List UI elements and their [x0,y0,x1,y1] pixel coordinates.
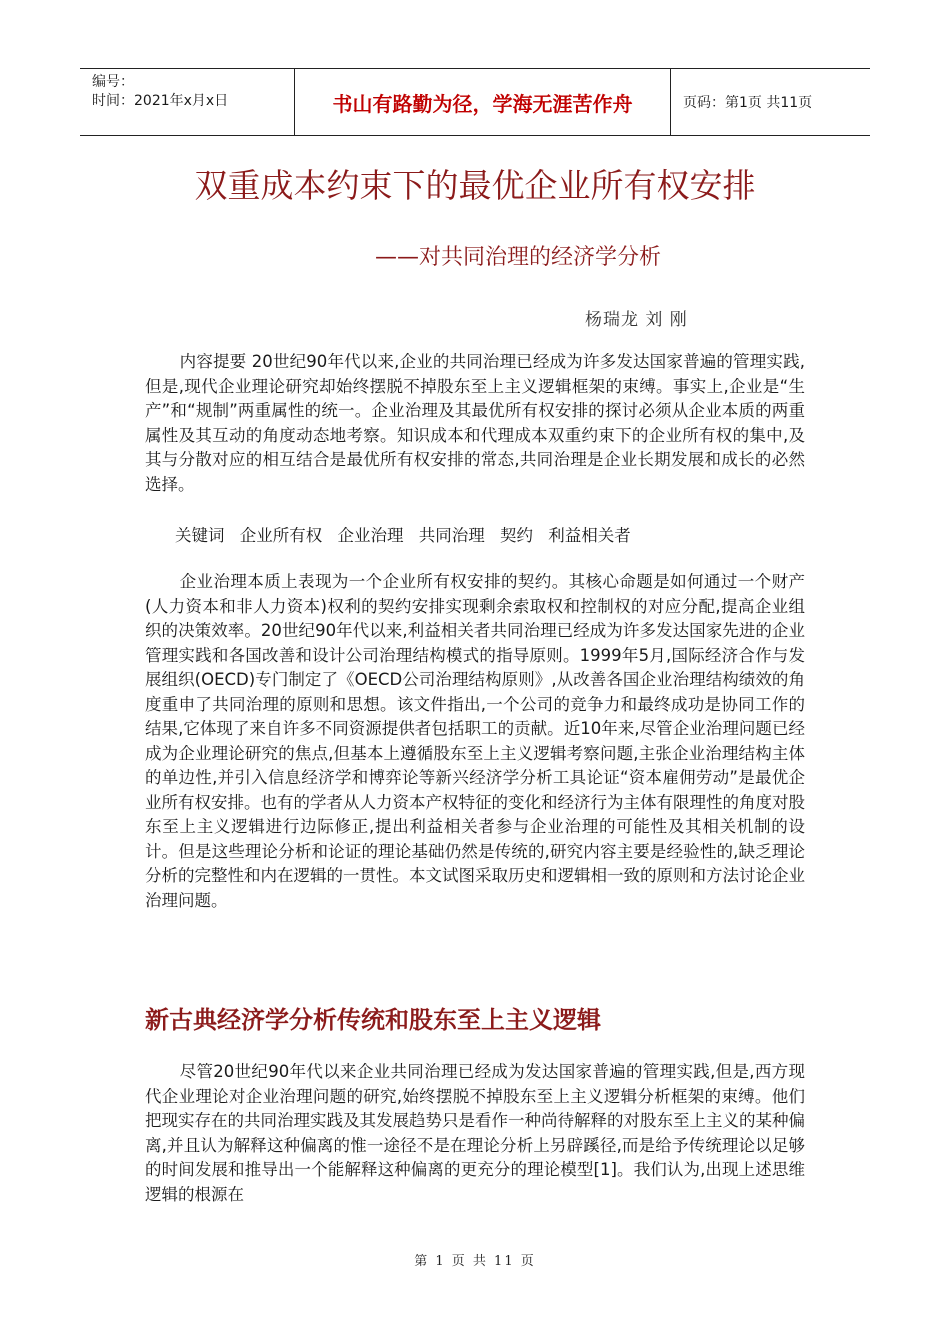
document-title: 双重成本约束下的最优企业所有权安排 [194,166,756,205]
header-page-info: 页码：第1页 共11页 [683,95,813,111]
page-header [80,68,870,136]
authors: 杨瑞龙 刘 刚 [585,310,688,330]
time-label: 时间：2021年x月x日 [92,93,229,109]
keywords: 关键词 企业所有权 企业治理 共同治理 契约 利益相关者 [175,526,631,545]
section-heading: 新古典经济学分析传统和股东至上主义逻辑 [145,1006,601,1034]
header-motto: 书山有路勤为径，学海无涯苦作舟 [295,69,671,135]
body-paragraph-2: 尽管20世纪90年代以来企业共同治理已经成为发达国家普遍的管理实践,但是,西方现代企业理论对企业治理问题的研究,始终摆脱不掉股东至上主义逻辑分析框架的束缚。他们把现实存在的共同治理实践及其发展趋势只是看作一种尚待解释的对股东至上主义的某种偏离,并且认为解释这种偏离的惟一途径不是在理论分析上另辟蹊径,而是给予传统理论以足够的时间发展和推导出一个能解释这种偏离的更充分的理论模型[1]。我们认为,出现上述思维逻辑的根源在 [145,1062,805,1204]
page-footer: 第 1 页 共 11 页 [414,1254,536,1269]
abstract-paragraph: 内容提要 20世纪90年代以来,企业的共同治理已经成为许多发达国家普遍的管理实践,但是,现代企业理论研究却始终摆脱不掉股东至上主义逻辑框架的束缚。事实上,企业是“生产”和“规制”两重属性的统一。企业治理及其最优所有权安排的探讨必须从企业本质的两重属性及其互动的角度动态地考察。知识成本和代理成本双重约束下的企业所有权的集中,及其与分散对应的相互结合是最优所有权安排的常态,共同治理是企业长期发展和成长的必然选择。 [145,352,805,494]
document-subtitle: ——对共同治理的经济学分析 [375,245,662,270]
header-meta [80,69,295,135]
number-label: 编号： [92,74,134,90]
body-paragraph-1: 企业治理本质上表现为一个企业所有权安排的契约。其核心命题是如何通过一个财产(人力资本和非人力资本)权利的契约安排实现剩余索取权和控制权的对应分配,提高企业组织的决策效率。20世纪90年代以来,利益相关者共同治理已经成为许多发达国家先进的企业管理实践和各国改善和设计公司治理结构模式的指导原则。1999年5月,国际经济合作与发展组织(OECD)专门制定了《OECD公司治理结构原则》,从改善各国企业治理结构绩效的角度重申了共同治理的原则和思想。该文件指出,一个公司的竞争力和最终成功是协同工作的结果,它体现了来自许多不同资源提供者包括职工的贡献。近10年来,尽管企业治理问题已经成为企业理论研究的焦点,但基本上遵循股东至上主义逻辑考察问题,主张企业治理结构主体的单边性,并引入信息经济学和博弈论等新兴经济学分析工具论证“资本雇佣劳动”是最优企业所有权安排。也有的学者从人力资本产权特征的变化和经济行为主体有限理性的角度对股东至上主义逻辑进行边际修正,提出利益相关者参与企业治理的可能性及其相关机制的设计。但是这些理论分析和论证的理论基础仍然是传统的,研究内容主要是经验性的,缺乏理论分析的完整性和内在逻辑的一贯性。本文试图采取历史和逻辑相一致的原则和方法讨论企业治理问题。 [145,572,805,910]
